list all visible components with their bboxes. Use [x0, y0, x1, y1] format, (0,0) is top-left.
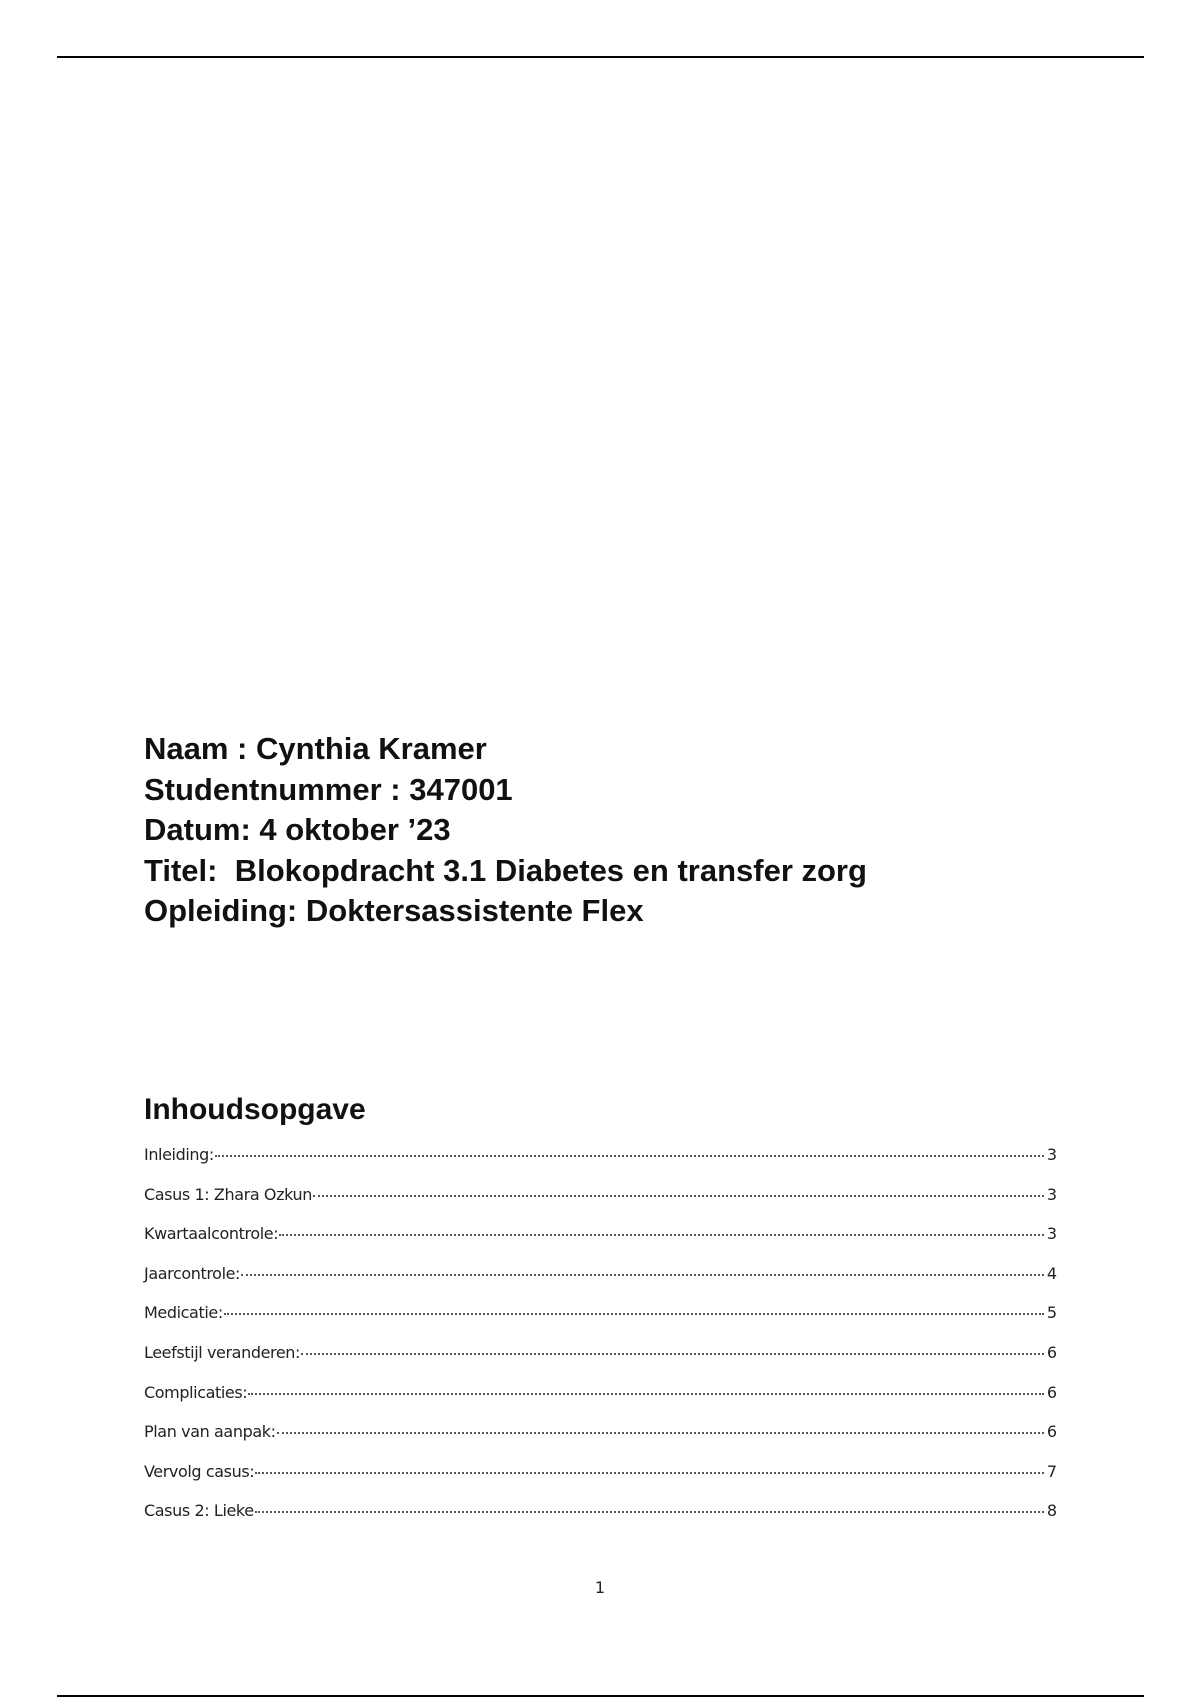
toc-entry-medicatie[interactable] — [144, 1303, 1057, 1343]
toc-entry-label: Casus 1: Zhara Ozkun — [144, 1184, 312, 1204]
toc-dot-leader — [215, 1155, 1044, 1157]
toc-entry-label: Plan van aanpak: — [144, 1422, 276, 1442]
toc-entry-label: Complicaties: — [144, 1382, 248, 1402]
toc-entry-label: Kwartaalcontrole: — [144, 1224, 279, 1244]
toc-entry-vervolg-casus[interactable] — [144, 1462, 1057, 1502]
toc-entry-label: Casus 2: Lieke — [144, 1501, 254, 1521]
header-rule — [57, 56, 1144, 58]
toc-entry-plan-van-aanpak[interactable] — [144, 1422, 1057, 1462]
footer-rule — [57, 1695, 1144, 1697]
student-number: Studentnummer : 347001 — [144, 771, 513, 807]
toc-entry-page: 8 — [1046, 1501, 1057, 1521]
toc-entry-label: Medicatie: — [144, 1303, 223, 1323]
toc-dot-leader — [255, 1511, 1044, 1513]
toc-entry-page: 5 — [1046, 1303, 1057, 1323]
table-of-contents — [144, 1145, 1057, 1541]
toc-entry-label: Jaarcontrole: — [144, 1263, 241, 1283]
toc-entry-casus-2[interactable] — [144, 1501, 1057, 1541]
student-info-block — [144, 729, 1124, 932]
toc-entry-page: 6 — [1046, 1382, 1057, 1402]
toc-dot-leader — [255, 1472, 1044, 1474]
toc-entry-page: 4 — [1046, 1263, 1057, 1283]
toc-heading: Inhoudsopgave — [144, 1093, 366, 1126]
toc-dot-leader — [313, 1195, 1044, 1197]
toc-entry-page: 6 — [1046, 1422, 1057, 1442]
toc-dot-leader — [241, 1274, 1044, 1276]
education-program: Opleiding: Doktersassistente Flex — [144, 893, 644, 928]
toc-entry-label: Leefstijl veranderen: — [144, 1342, 301, 1362]
toc-entry-label: Inleiding: — [144, 1145, 214, 1164]
toc-entry-jaarcontrole[interactable] — [144, 1264, 1057, 1304]
toc-dot-leader — [301, 1353, 1044, 1355]
toc-dot-leader — [248, 1393, 1044, 1395]
student-name: Naam : Cynthia Kramer — [144, 731, 487, 766]
toc-entry-complicaties[interactable] — [144, 1383, 1057, 1423]
toc-dot-leader — [279, 1234, 1044, 1236]
toc-entry-casus-1[interactable] — [144, 1185, 1057, 1225]
toc-entry-page: 3 — [1046, 1224, 1057, 1244]
document-date: Datum: 4 oktober ’23 — [144, 812, 451, 847]
page-number: 1 — [594, 1578, 606, 1597]
toc-entry-kwartaalcontrole[interactable] — [144, 1224, 1057, 1264]
toc-entry-label: Vervolg casus: — [144, 1461, 255, 1481]
toc-dot-leader — [277, 1432, 1044, 1434]
toc-entry-page: 6 — [1046, 1342, 1057, 1362]
toc-entry-leefstijl[interactable] — [144, 1343, 1057, 1383]
toc-entry-page: 3 — [1046, 1184, 1057, 1204]
toc-dot-leader — [224, 1313, 1044, 1315]
toc-entry-page: 7 — [1046, 1461, 1057, 1481]
toc-entry-page: 3 — [1046, 1145, 1057, 1164]
toc-entry-inleiding[interactable] — [144, 1145, 1057, 1185]
document-title: Titel: Blokopdracht 3.1 Diabetes en transfer zorg — [144, 852, 867, 888]
